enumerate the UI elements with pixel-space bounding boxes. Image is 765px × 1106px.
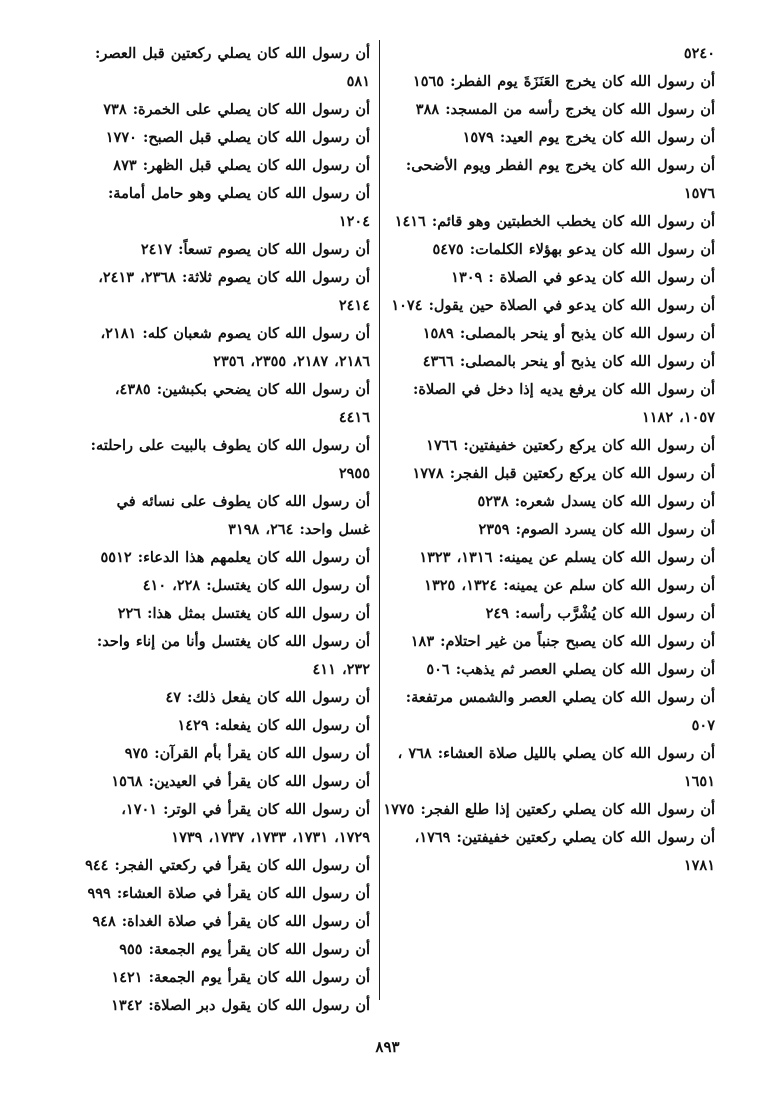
index-entry: أن رسول الله كان يذبح أو ينحر بالمصلى: ٤٣٦٦ (422, 353, 715, 370)
index-entry: أن رسول الله كان يقرأ بأم القرآن: ٩٧٥ (124, 745, 370, 762)
left-index-column (80, 40, 370, 1020)
column-divider (379, 40, 380, 1000)
index-entry: أن رسول الله كان يصلي العصر والشمس مرتفعة: ٥٠٧ (405, 689, 715, 734)
index-entry: أن رسول الله كان يطوف بالبيت على راحلته: ٢٩٥٥ (90, 437, 370, 482)
index-entry: أن رسول الله كان يسدل شعره: ٥٢٣٨ (477, 493, 715, 510)
index-entry: أن رسول الله كان سلم عن يمينه: ١٣٢٤، ١٣٢٥ (424, 577, 715, 594)
index-entry: أن رسول الله كان يصلي ركعتين خفيفتين: ١٧٦٩، ١٧٨١ (414, 829, 715, 874)
index-entry: أن رسول الله كان يصوم تسعاً: ٢٤١٧ (140, 241, 370, 258)
index-entry: أن رسول الله كان يصلي قبل الظهر: ٨٧٣ (113, 157, 370, 174)
index-entry: أن رسول الله كان يصوم ثلاثة: ٢٣٦٨، ٢٤١٣، ٢٤١٤ (98, 269, 370, 314)
right-index-column (383, 40, 715, 880)
index-entry: أن رسول الله كان يركع ركعتين قبل الفجر: ١٧٧٨ (412, 465, 715, 482)
index-entry: أن رسول الله كان يصوم شعبان كله: ٢١٨١، ٢١٨٦، ٢١٨٧، ٢٣٥٥، ٢٣٥٦ (100, 325, 370, 370)
index-entry: أن رسول الله كان يطوف على نسائه في غسل واحد: ٢٦٤، ٣١٩٨ (116, 493, 370, 538)
index-entry: أن رسول الله كان يغتسل وأنا من إناء واحد: ٢٣٢، ٤١١ (96, 633, 370, 678)
index-entry: أن رسول الله كان يخرج يوم الفطر ويوم الأضحى: ١٥٧٦ (405, 157, 715, 202)
index-entry: أن رسول الله كان يُشْرَّب رأسه: ٢٤٩ (485, 605, 715, 622)
index-entry: أن رسول الله كان يقرأ في ركعتي الفجر: ٩٤٤ (85, 857, 370, 874)
index-entry: أن رسول الله كان يقرأ في الوتر: ١٧٠١، ١٧٢٩، ١٧٣١، ١٧٣٣، ١٧٣٧، ١٧٣٩ (121, 801, 370, 846)
index-entry: أن رسول الله كان يدعو بهؤلاء الكلمات: ٥٤٧٥ (432, 241, 715, 258)
index-entry: أن رسول الله كان يصلي وهو حامل أمامة: ١٢٠٤ (107, 185, 370, 230)
index-entry: أن رسول الله كان يرفع يديه إذا دخل في الصلاة: ١٠٥٧، ١١٨٢ (413, 381, 715, 426)
index-entry: أن رسول الله كان يصلي قبل الصبح: ١٧٧٠ (105, 129, 370, 146)
index-entry: أن رسول الله كان يدعو في الصلاة حين يقول: ١٠٧٤ (391, 297, 715, 314)
index-entry: أن رسول الله كان يقرأ في العيدين: ١٥٦٨ (111, 773, 370, 790)
index-entry: أن رسول الله كان يخطب الخطبتين وهو قائم: ١٤١٦ (394, 213, 715, 230)
index-entry: ٥٢٤٠ (683, 45, 715, 62)
index-entry: أن رسول الله كان يصلي ركعتين قبل العصر: ٥٨١ (94, 45, 370, 90)
index-entry: أن رسول الله كان يخرج رأسه من المسجد: ٣٨٨ (415, 101, 715, 118)
index-entry: أن رسول الله كان يقرأ في صلاة العشاء: ٩٩٩ (87, 885, 370, 902)
index-entry: أن رسول الله كان يخرج العَنَزَةَ يوم الفطر: ١٥٦٥ (412, 73, 715, 90)
index-entry: أن رسول الله كان يفعله: ١٤٢٩ (177, 717, 370, 734)
index-entry: أن رسول الله كان يغتسل: ٢٢٨، ٤١٠ (142, 577, 370, 594)
index-entry: أن رسول الله كان يصلي العصر ثم يذهب: ٥٠٦ (426, 661, 715, 678)
index-entry: أن رسول الله كان يخرج يوم العيد: ١٥٧٩ (462, 129, 715, 146)
index-entry: أن رسول الله كان يركع ركعتين خفيفتين: ١٧٦٦ (426, 437, 715, 454)
index-entry: أن رسول الله كان يقرأ يوم الجمعة: ٩٥٥ (119, 941, 370, 958)
index-entry: أن رسول الله كان يغتسل بمثل هذا: ٢٢٦ (117, 605, 370, 622)
index-entry: أن رسول الله كان يصلي بالليل صلاة العشاء: ٧٦٨ ، ١٦٥١ (397, 745, 715, 790)
index-entry: أن رسول الله كان يذبح أو ينحر بالمصلى: ١٥٨٩ (422, 325, 715, 342)
index-entry: أن رسول الله كان يسرد الصوم: ٢٣٥٩ (478, 521, 715, 538)
index-entry: أن رسول الله كان يقول دبر الصلاة: ١٣٤٢ (111, 997, 370, 1014)
index-entry: أن رسول الله كان يضحي بكبشين: ٤٣٨٥، ٤٤١٦ (114, 381, 370, 426)
index-entry: أن رسول الله كان يقرأ يوم الجمعة: ١٤٢١ (111, 969, 370, 986)
index-entry: أن رسول الله كان يصلي على الخمرة: ٧٣٨ (103, 101, 370, 118)
index-entry: أن رسول الله كان يصبح جنباً من غير احتلام: ١٨٣ (410, 633, 715, 650)
index-entry: أن رسول الله كان يفعل ذلك: ٤٧ (165, 689, 370, 706)
index-entry: أن رسول الله كان يقرأ في صلاة الغداة: ٩٤٨ (92, 913, 370, 930)
index-entry: أن رسول الله كان يعلمهم هذا الدعاء: ٥٥١٢ (100, 549, 370, 566)
index-entry: أن رسول الله كان يدعو في الصلاة : ١٣٠٩ (451, 269, 715, 286)
page-number: ٨٩٣ (375, 1038, 400, 1056)
index-entry: أن رسول الله كان يسلم عن يمينه: ١٣١٦، ١٣٢٣ (419, 549, 715, 566)
index-entry: أن رسول الله كان يصلي ركعتين إذا طلع الفجر: ١٧٧٥ (383, 801, 715, 818)
